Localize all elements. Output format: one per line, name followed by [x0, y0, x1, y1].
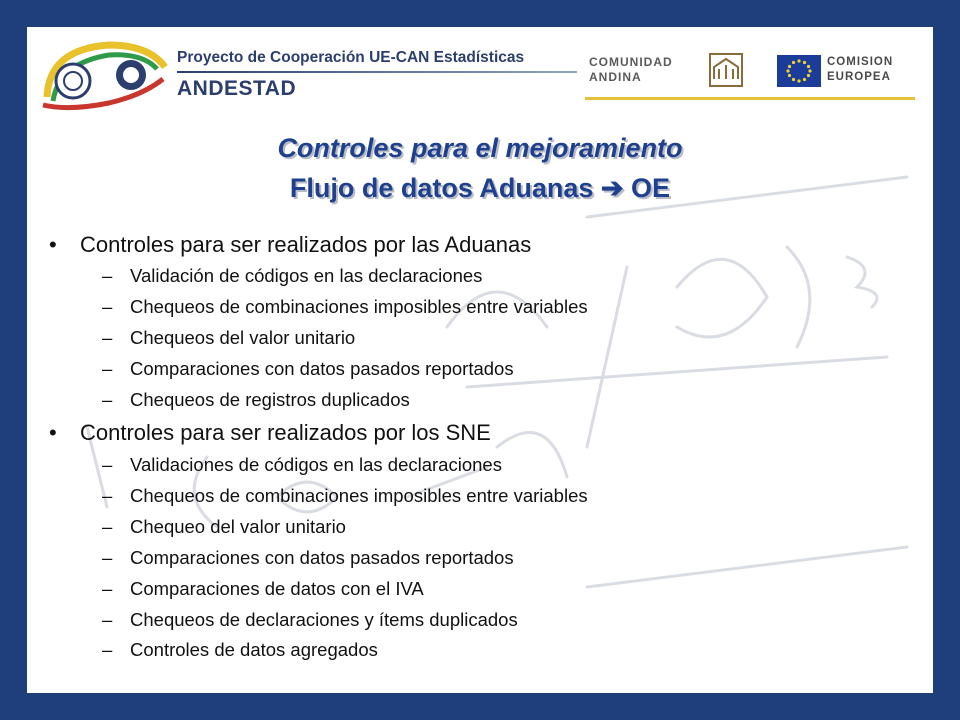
comunidad-andina-emblem-icon — [709, 53, 743, 87]
list-item: Comparaciones con datos pasados reportados — [130, 358, 514, 379]
dash-icon: – — [102, 516, 113, 537]
dash-icon: – — [102, 578, 113, 599]
list-item: Chequeos de combinaciones imposibles entre variables — [130, 296, 588, 317]
dash-icon: – — [102, 454, 113, 475]
eu-flag-icon — [777, 55, 821, 87]
comision-europea-label: COMISION EUROPEA — [827, 56, 894, 83]
list-item: Chequeos de declaraciones y ítems duplicados — [130, 609, 518, 630]
list-item: Controles de datos agregados — [130, 639, 378, 660]
dash-icon: – — [102, 296, 113, 317]
bullet-icon: • — [49, 232, 57, 257]
slide-subtitle: Flujo de datos Aduanas ➔ OE — [289, 173, 671, 203]
slide — [27, 27, 933, 693]
list-item: Chequeos de registros duplicados — [130, 389, 410, 410]
dash-icon: – — [102, 609, 113, 630]
dash-icon: – — [102, 485, 113, 506]
dash-icon: – — [102, 265, 113, 286]
comunidad-andina-label: COMUNIDAD ANDINA — [589, 55, 673, 84]
bullet-icon: • — [49, 420, 57, 445]
section-heading: Controles para ser realizados por los SNE — [80, 420, 491, 445]
list-item: Chequeos del valor unitario — [130, 327, 356, 348]
partner-logos — [585, 49, 915, 100]
project-name: ANDESTAD — [177, 77, 297, 100]
project-title: Proyecto de Cooperación UE-CAN Estadísticas — [177, 49, 525, 66]
list-item: Comparaciones con datos pasados reportados — [130, 547, 514, 568]
andestad-logo-icon — [39, 39, 169, 111]
dash-icon: – — [102, 358, 113, 379]
slide-title: Controles para el mejoramiento — [277, 133, 683, 163]
header — [27, 27, 933, 117]
dash-icon: – — [102, 389, 113, 410]
section-heading: Controles para ser realizados por las Aduanas — [80, 232, 532, 257]
list-item: Validación de códigos en las declaraciones — [130, 265, 483, 286]
dash-icon: – — [102, 327, 113, 348]
header-divider — [177, 71, 577, 73]
list-item: Validaciones de códigos en las declaraciones — [130, 454, 502, 475]
dash-icon: – — [102, 547, 113, 568]
list-item: Comparaciones de datos con el IVA — [130, 578, 424, 599]
dash-icon: – — [102, 639, 113, 660]
list-item: Chequeo del valor unitario — [130, 516, 346, 537]
list-item: Chequeos de combinaciones imposibles entre variables — [130, 485, 588, 506]
